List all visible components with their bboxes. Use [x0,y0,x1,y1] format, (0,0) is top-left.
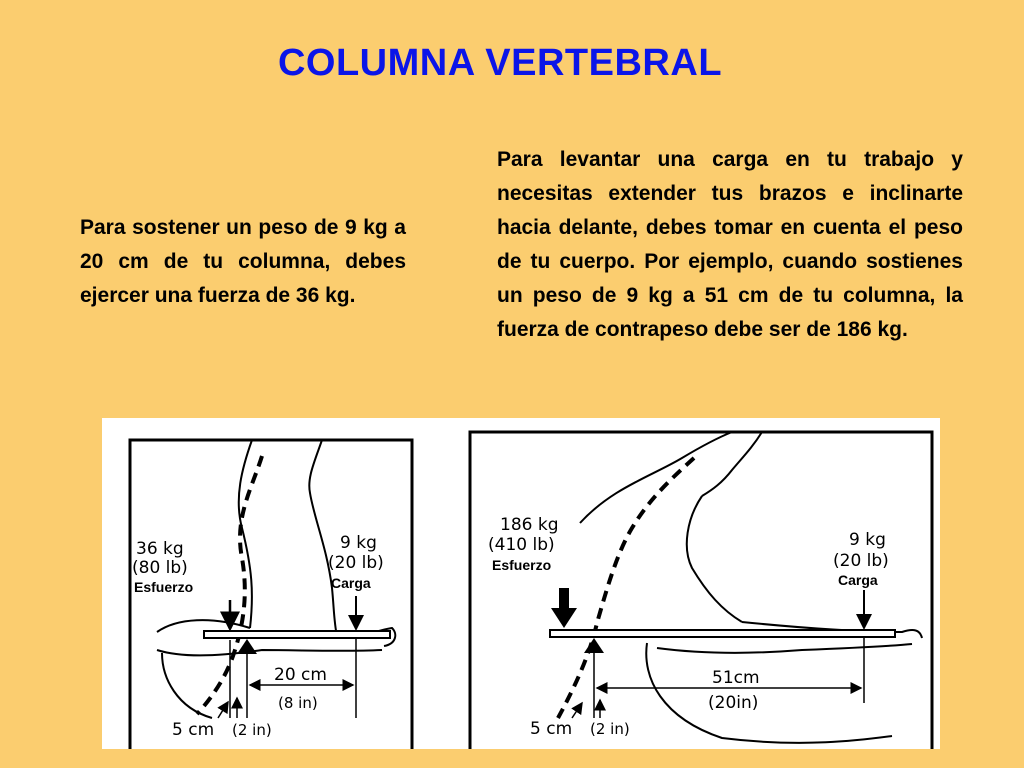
right-load-label: Carga [838,572,878,588]
page-title: COLUMNA VERTEBRAL [277,42,723,84]
right-lever-bar [550,630,895,637]
right-paragraph: Para levantar una carga en tu trabajo y necesitas extender tus brazos e inclinarte hacia delante, debes tomar en cuenta el peso de tu cuerpo. Por ejemplo, cuando sostienes un peso de 9 kg a 51 cm de tu columna, la fuerza de contrapeso debe ser de 186 kg. [497,148,963,341]
left-effort-lb: (80 lb) [132,558,188,578]
right-body-outline [580,432,732,523]
left-pivot-cm: 5 cm [172,720,215,740]
right-frame [470,432,932,749]
right-effort-label: Esfuerzo [492,557,552,573]
left-load-label: Carga [331,575,371,591]
left-lever-bar [204,631,390,638]
spine-lever-figure [102,418,940,749]
left-lever-cm: 20 cm [274,665,327,685]
right-fulcrum [584,638,604,653]
right-spine [558,458,694,718]
right-lever-in: (20in) [708,693,759,713]
left-fulcrum [237,639,257,654]
left-load-lb: (20 lb) [328,553,384,573]
right-effort-kg: 186 kg [500,515,559,535]
left-paragraph: Para sostener un peso de 9 kg a 20 cm de tu columna, debes ejercer una fuerza de 36 kg. [80,216,406,307]
right-diagram [470,432,932,749]
left-effort-kg: 36 kg [136,539,184,559]
right-pivot-in: (2 in) [590,720,630,738]
right-lever-cm: 51cm [712,668,760,688]
right-pivot-cm: 5 cm [530,719,573,739]
right-load-kg: 9 kg [849,530,886,550]
lever-diagrams [102,418,940,749]
right-effort-lb: (410 lb) [488,535,555,555]
left-diagram [130,440,412,749]
left-lever-in: (8 in) [278,694,318,712]
left-pivot-in: (2 in) [232,721,272,739]
right-effort-arrow [551,588,577,628]
left-effort-label: Esfuerzo [134,579,194,595]
left-load-kg: 9 kg [340,533,377,553]
right-load-lb: (20 lb) [833,551,889,571]
